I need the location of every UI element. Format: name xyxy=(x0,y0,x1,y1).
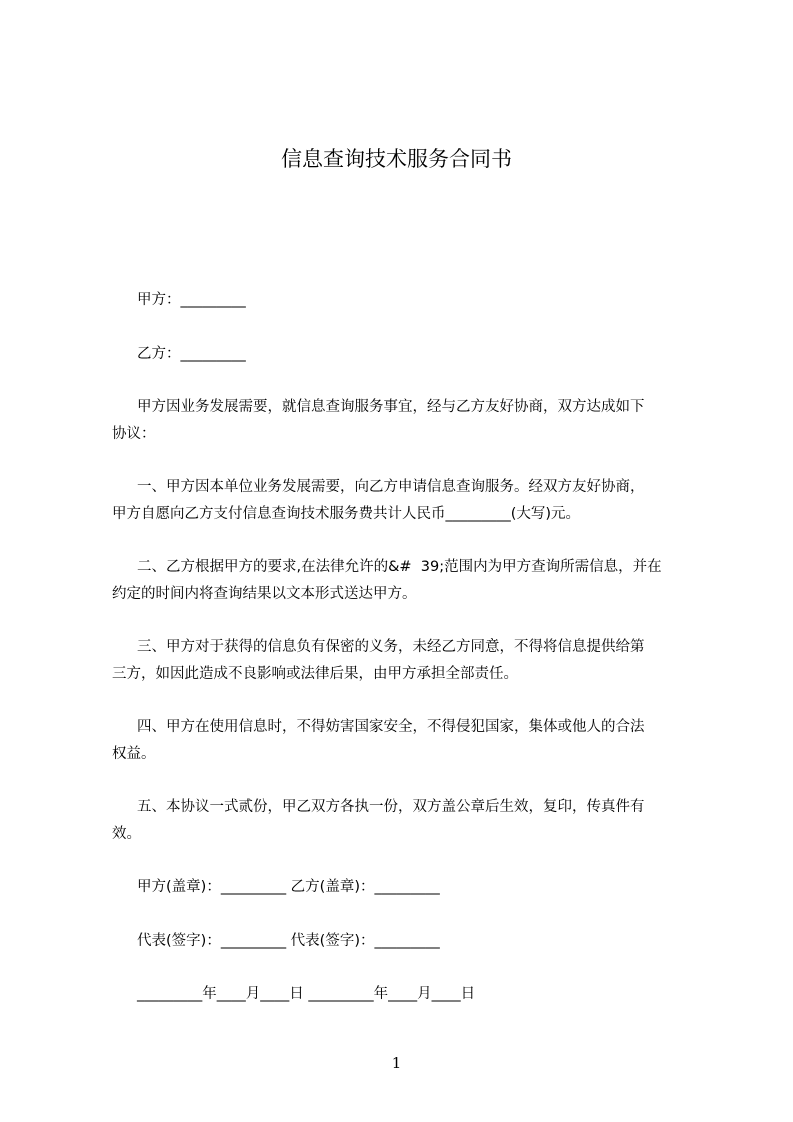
clause-4 xyxy=(112,714,722,767)
party-a-line xyxy=(112,287,722,314)
paragraph-line: 五、本协议一式贰份，甲乙双方各执一份，双方盖公章后生效，复印，传真件有 xyxy=(137,799,645,815)
party-a: 甲方：_________ xyxy=(137,292,246,308)
clause-3 xyxy=(112,634,722,687)
clause-2 xyxy=(112,554,722,607)
party-b-line xyxy=(112,341,722,368)
paragraph-line: 三、甲方对于获得的信息负有保密的义务，未经乙方同意，不得将信息提供给第 xyxy=(137,639,645,655)
paragraph-line: 三方，如因此造成不良影响或法律后果，由甲方承担全部责任。 xyxy=(112,665,518,682)
document-title: 信息查询技术服务合同书 xyxy=(281,147,512,171)
paragraph-line: 甲方因业务发展需要，就信息查询服务事宜，经与乙方友好协商，双方达成如下 xyxy=(137,399,645,415)
paragraph-intro xyxy=(112,394,722,447)
paragraph-line: 四、甲方在使用信息时，不得妨害国家安全，不得侵犯国家，集体或他人的合法 xyxy=(137,719,645,735)
paragraph-line: 权益。 xyxy=(112,745,156,762)
paragraph-line: 甲方自愿向乙方支付信息查询技术服务费共计人民币_________(大写)元。 xyxy=(112,505,581,522)
seal-line: 甲方(盖章)：_________ 乙方(盖章)：_________ xyxy=(137,879,440,895)
representative-lines xyxy=(112,928,722,955)
paragraph-line: 二、乙方根据甲方的要求,在法律允许的&# 39;范围内为甲方查询所需信息，并在 xyxy=(137,559,662,575)
page-number: 1 xyxy=(391,1054,402,1072)
date-line: _________年____月____日 _________年____月____日 xyxy=(137,986,476,1002)
clause-5 xyxy=(112,794,722,847)
seal-lines xyxy=(112,874,722,901)
paragraph-line: 约定的时间内将查询结果以文本形式送达甲方。 xyxy=(112,585,417,602)
paragraph-line: 效。 xyxy=(112,825,141,842)
paragraph-line: 一、甲方因本单位业务发展需要，向乙方申请信息查询服务。经双方友好协商， xyxy=(137,479,645,495)
representative-line: 代表(签字)：_________ 代表(签字)：_________ xyxy=(137,933,440,949)
party-b: 乙方：_________ xyxy=(137,346,246,362)
date-lines xyxy=(112,981,722,1008)
paragraph-line: 协议： xyxy=(112,425,156,442)
clause-1 xyxy=(112,474,722,527)
